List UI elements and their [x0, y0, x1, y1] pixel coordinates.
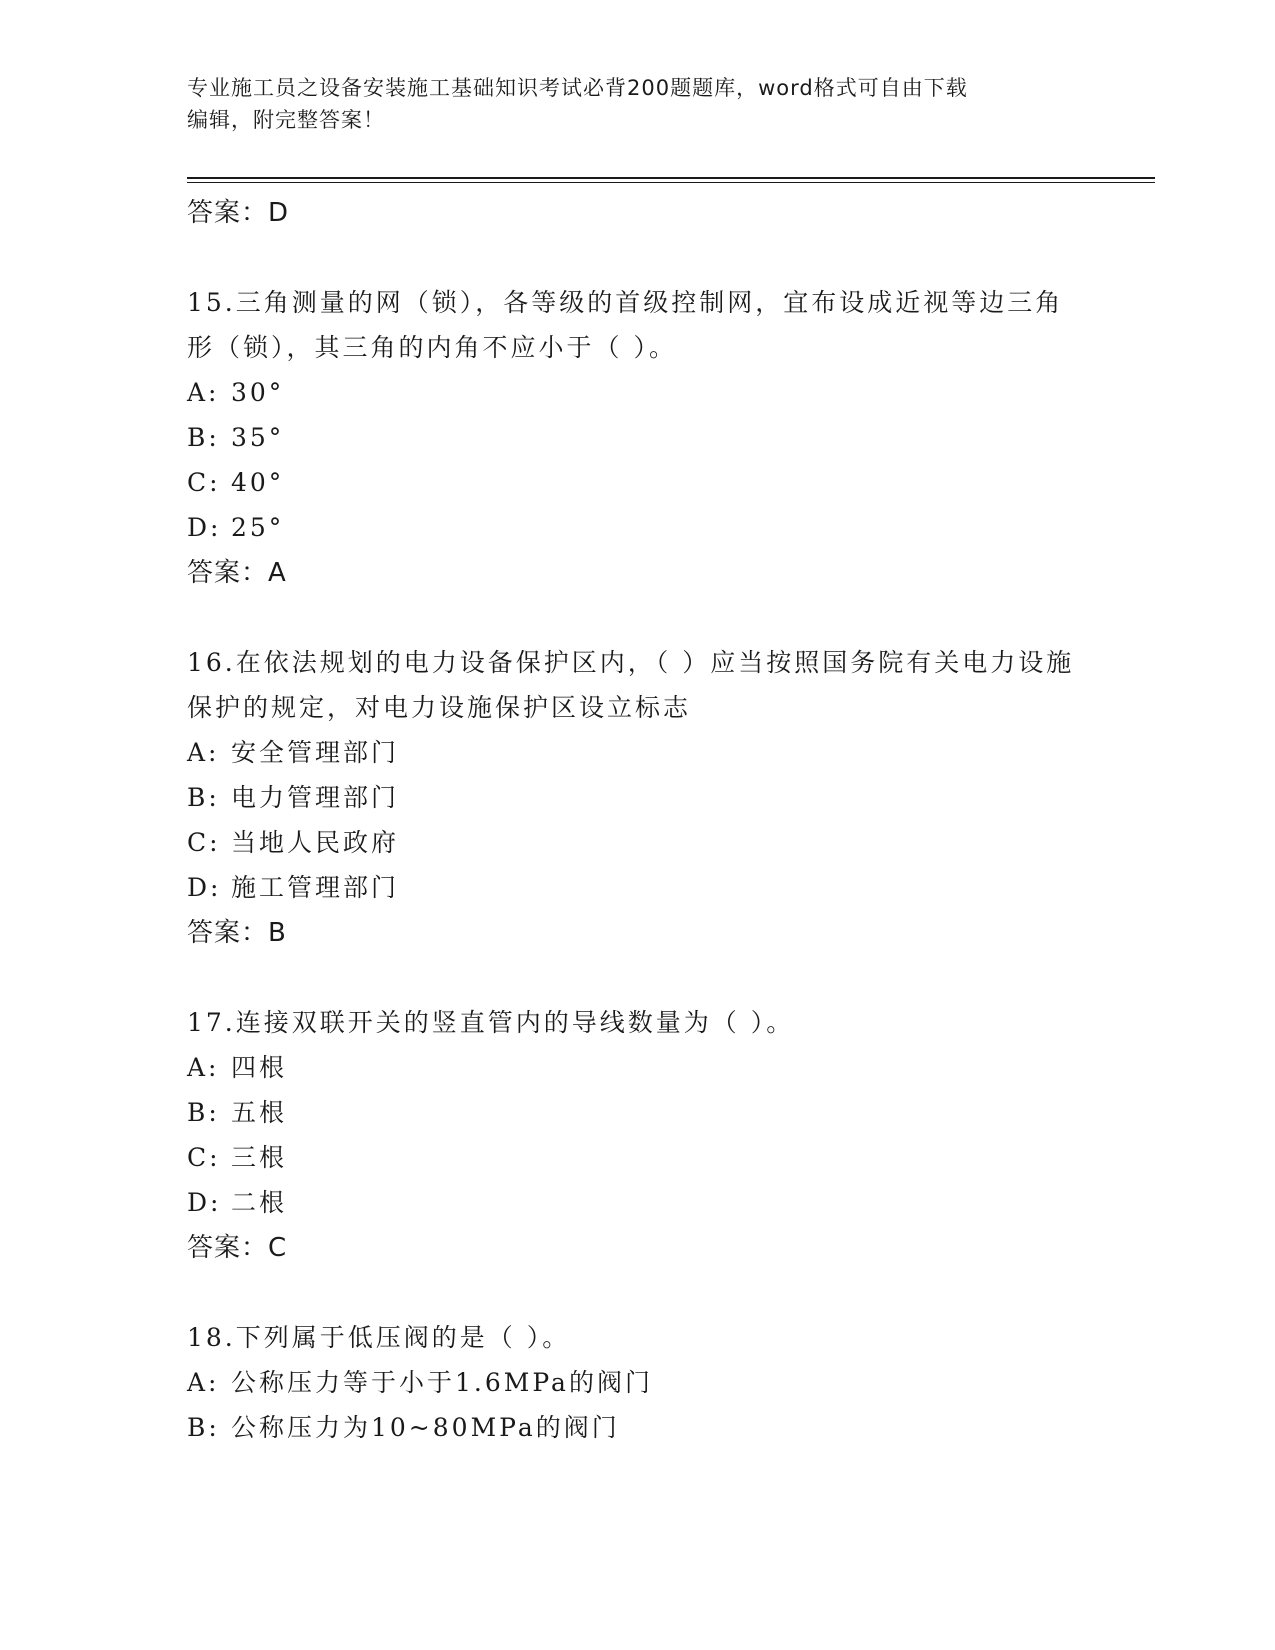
question-17: [187, 1000, 1155, 1271]
question-18: [187, 1315, 1155, 1450]
question-16: [187, 640, 1155, 956]
question-text: 18.下列属于低压阀的是（ ）。: [187, 1323, 571, 1352]
option-text: 当地人民政府: [231, 828, 400, 857]
question-15: [187, 280, 1155, 596]
option-c: [187, 1135, 1155, 1180]
option-key: B:: [187, 423, 220, 452]
option-key: D:: [187, 873, 222, 902]
option-key: B:: [187, 783, 220, 812]
question-text: 15.三角测量的网（锁），各等级的首级控制网，宜布设成近视等边三角形（锁），其三角的内角不应小于（ ）。: [187, 288, 1064, 362]
option-text: 公称压力为10~80MPa的阀门: [231, 1413, 620, 1442]
document-content: [187, 190, 1155, 1450]
option-text: 四根: [231, 1053, 288, 1082]
option-text: 电力管理部门: [231, 783, 400, 812]
option-b: [187, 415, 1155, 460]
option-a: [187, 1360, 1155, 1405]
option-key: A:: [187, 738, 220, 767]
option-c: [187, 460, 1155, 505]
answer: 答案：B: [187, 918, 287, 948]
option-a: [187, 730, 1155, 775]
option-text: 25°: [231, 513, 285, 542]
option-key: C:: [187, 828, 221, 857]
option-key: B:: [187, 1413, 220, 1442]
question-text: 16.在依法规划的电力设备保护区内，（ ）应当按照国务院有关电力设施保护的规定，对电力设施保护区设立标志: [187, 648, 1075, 722]
option-b: [187, 1405, 1155, 1450]
option-key: A:: [187, 1053, 220, 1082]
option-text: 安全管理部门: [231, 738, 400, 767]
option-text: 施工管理部门: [231, 873, 400, 902]
option-text: 公称压力等于小于1.6MPa的阀门: [231, 1368, 653, 1397]
spacer: [187, 596, 1155, 640]
option-d: [187, 505, 1155, 550]
option-key: A:: [187, 1368, 220, 1397]
header-title-line-1: 专业施工员之设备安装施工基础知识考试必背200题题库，word格式可自由下载: [187, 76, 968, 100]
option-text: 五根: [231, 1098, 288, 1127]
option-d: [187, 865, 1155, 910]
page-header: [187, 72, 1087, 136]
option-b: [187, 1090, 1155, 1135]
option-key: D:: [187, 513, 222, 542]
option-text: 三根: [231, 1143, 288, 1172]
option-text: 二根: [231, 1188, 288, 1217]
question-text: 17.连接双联开关的竖直管内的导线数量为（ ）。: [187, 1008, 795, 1037]
option-b: [187, 775, 1155, 820]
option-text: 30°: [231, 378, 285, 407]
option-a: [187, 370, 1155, 415]
header-divider-thick: [187, 177, 1155, 179]
option-key: D:: [187, 1188, 222, 1217]
option-key: C:: [187, 1143, 221, 1172]
option-key: B:: [187, 1098, 220, 1127]
answer: 答案：A: [187, 558, 287, 588]
option-c: [187, 820, 1155, 865]
option-text: 40°: [231, 468, 285, 497]
option-d: [187, 1180, 1155, 1225]
option-key: C:: [187, 468, 221, 497]
previous-answer: 答案：D: [187, 198, 290, 228]
spacer: [187, 236, 1155, 280]
option-key: A:: [187, 378, 220, 407]
answer: 答案：C: [187, 1233, 288, 1263]
header-divider-thin: [187, 182, 1155, 183]
spacer: [187, 956, 1155, 1000]
option-text: 35°: [231, 423, 285, 452]
header-title-line-2: 编辑，附完整答案！: [187, 108, 385, 132]
spacer: [187, 1271, 1155, 1315]
option-a: [187, 1045, 1155, 1090]
